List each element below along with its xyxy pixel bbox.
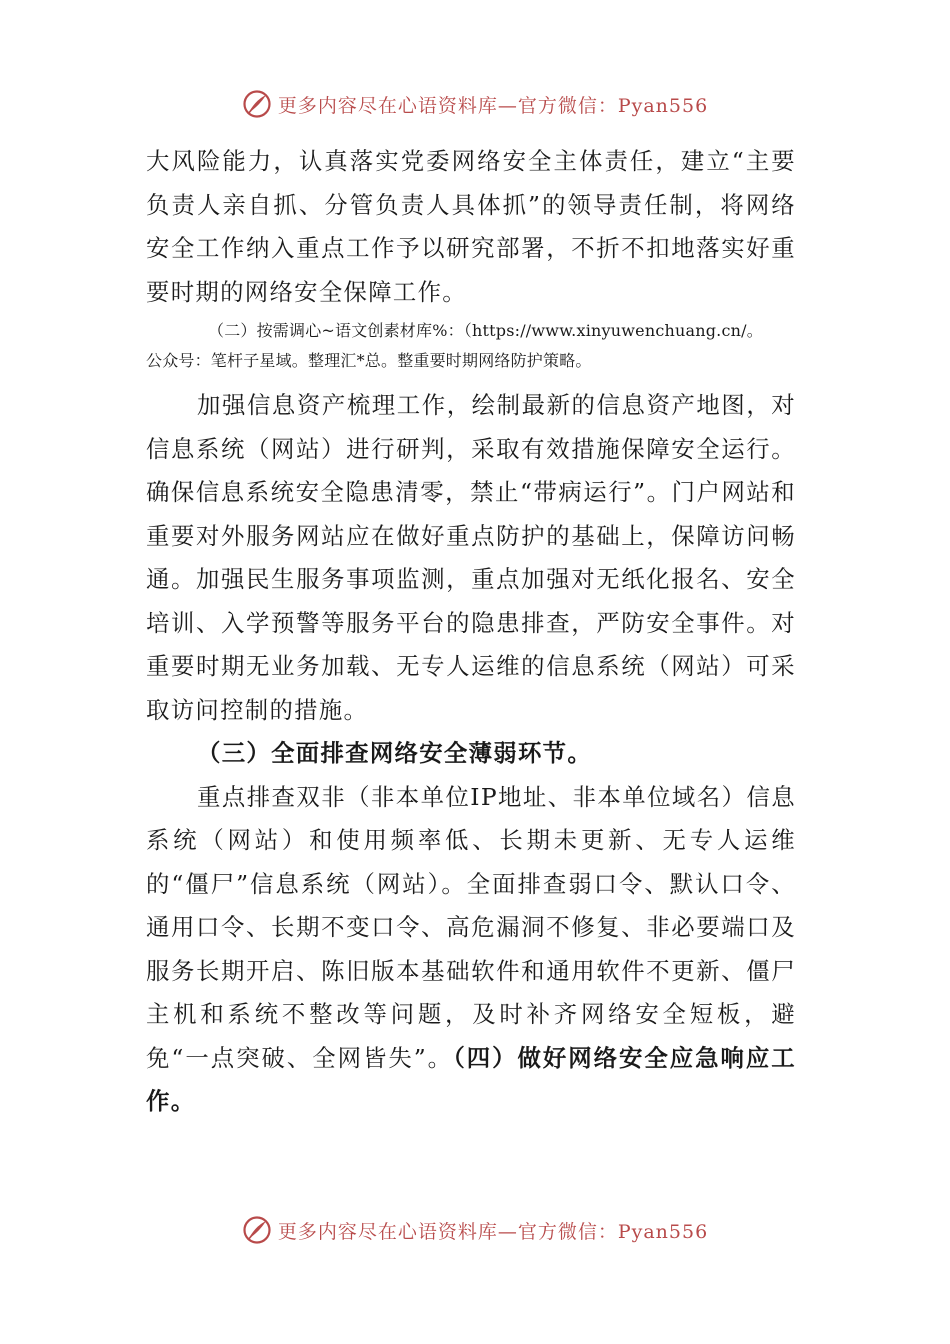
paragraph-2: 加强信息资产梳理工作，绘制最新的信息资产地图，对信息系统（网站）进行研判，采取有效措施保障安全运行。确保信息系统安全隐患清零，禁止“带病运行”。门户网站和重要对外服务网站应在做好重点防护的基础上，保障访问畅通。加强民生服务事项监测，重点加强对无纸化报名、安全培训、入学预警等服务平台的隐患排查，严防安全事件。对重要时期无业务加载、无专人运维的信息系统（网站）可采取访问控制的措施。 [146, 391, 796, 724]
paragraph-3 [146, 776, 796, 1124]
section-heading-3: （三）全面排查网络安全薄弱环节。 [197, 739, 593, 767]
section-heading-4: （四）做好网络安全应急响应工作。 [146, 1043, 796, 1115]
quill-logo-icon [242, 89, 272, 119]
source-note-line-2: 公众号：笔杆子星域。整理汇*总。整重要时期网络防护策略。 [146, 351, 592, 370]
footer-banner [0, 1210, 950, 1250]
header-banner [0, 84, 950, 124]
paragraph-3-text: 重点排查双非（非本单位IP地址、非本单位域名）信息系统（网站）和使用频率低、长期未更新、无专人运维的“僵尸”信息系统（网站）。全面排查弱口令、默认口令、通用口令、长期不变口令、高危漏洞不修复、非必要端口及服务长期开启、陈旧版本基础软件和通用软件不更新、僵尸主机和系统不整改等问题，及时补齐网络安全短板，避免“一点突破、全网皆失”。 [146, 782, 796, 1072]
header-banner-text: 更多内容尽在心语资料库—官方微信：Pyan556 [277, 94, 709, 117]
document-body [146, 140, 796, 1124]
paragraph-1: 大风险能力，认真落实党委网络安全主体责任，建立“主要负责人亲自抓、分管负责人具体抓”的领导责任制，将网络安全工作纳入重点工作予以研究部署，不折不扣地落实好重要时期的网络安全保障工作。 [146, 147, 796, 306]
quill-logo-icon [242, 1215, 272, 1245]
footer-banner-text: 更多内容尽在心语资料库—官方微信：Pyan556 [277, 1220, 709, 1243]
source-note-line-1: （二）按需调心~语文创素材库%：（https://www.xinyuwenchuang.cn/。 [208, 321, 763, 340]
